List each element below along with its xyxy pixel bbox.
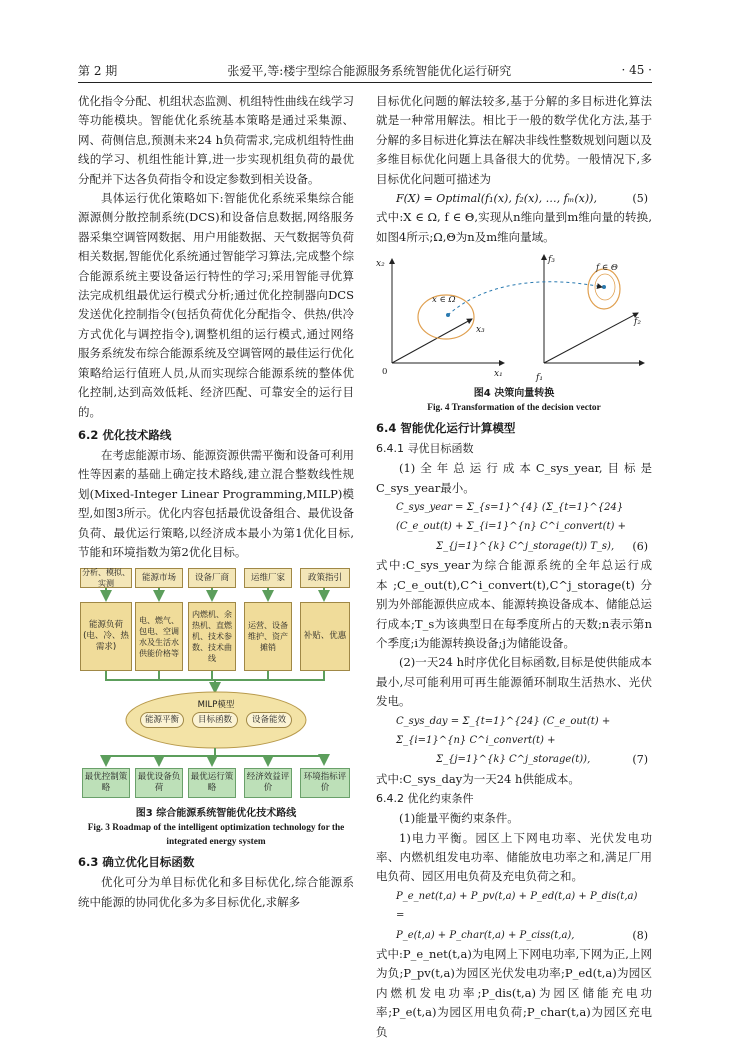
f3-label: f₃ bbox=[548, 255, 555, 266]
equation-6-line-2: Σ_{j=1}^{k} C^j_storage(t)) T_s), bbox=[436, 540, 615, 552]
section-heading-6-4-2: 6.4.2 优化约束条件 bbox=[376, 792, 474, 806]
mid-box-3: 内燃机、余热机、直燃机、技术参数、技术曲线 bbox=[188, 602, 236, 671]
mid-box-2: 电、燃气、包电、空调水及生活水供能价格等 bbox=[135, 602, 183, 671]
top-box-2: 能源市场 bbox=[135, 568, 183, 588]
bottom-arrows bbox=[106, 756, 268, 765]
equation-8 bbox=[376, 887, 652, 926]
equation-8-cont bbox=[376, 926, 652, 945]
bottom-connector bbox=[106, 756, 324, 764]
top-box-4: 运维厂家 bbox=[244, 568, 292, 588]
ellipse-item-1: 能源平衡 bbox=[140, 712, 184, 728]
running-header bbox=[78, 60, 652, 80]
equation-6-line-1: C_sys_year = Σ_{s=1}^{4} (Σ_{t=1}^{24} (C_e_out(t) + Σ_{i=1}^{n} C^i_convert(t) + bbox=[396, 502, 626, 533]
equation-6-cont bbox=[376, 537, 652, 556]
right-column bbox=[376, 92, 652, 1042]
right-paragraph-5: (2)一天24 h时序优化目标函数,目标是使供能成本最小,尽可能利用可再生能源循环制取生活热水、光伏发电。 bbox=[376, 655, 652, 709]
f2-label: f₂ bbox=[634, 317, 641, 328]
left-paragraph-3: 在考虑能源市场、能源资源供需平衡和设备可利用性等因素的基础上确定技术路线,建立混合整数线性规划(Mixed-Integer Linear Programming,MILP)模型,如图3所示。优化内容包括最优设备组合、最优设备负荷、最优运行策略,以经济成本最小为第1优化目标,节能和环境指数为第2优化目标。 bbox=[78, 447, 354, 559]
mid-box-1: 能源负荷(电、冷、热需求) bbox=[80, 602, 132, 671]
mid-box-5: 补贴、优惠 bbox=[300, 602, 350, 671]
figure-3-caption-cn: 图3 综合能源系统智能优化技术路线 bbox=[135, 808, 297, 820]
right-paragraph-1: 目标优化问题的解法较多,基于分解的多目标进化算法就是一种常用解法。相比于一般的数学优化方法,基于分解的多目标进化算法在解决非线性整数规划问题以及多维目标优化问题上具备很大的优势。一般情况下,多目标优化问题可描述为 bbox=[376, 94, 652, 186]
equation-8-line-2: P_e(t,a) + P_char(t,a) + P_ciss(t,a), bbox=[396, 929, 575, 941]
issue-number: 第 2 期 bbox=[78, 63, 118, 78]
top-arrows bbox=[106, 588, 324, 600]
mid-box-4: 运营、设备维护、资产摊销 bbox=[244, 602, 292, 671]
right-paragraph-6: 式中:C_sys_day为一天24 h供能成本。 bbox=[376, 771, 580, 786]
bottom-box-4: 经济效益评价 bbox=[244, 768, 292, 798]
figure-3-caption-en: Fig. 3 Roadmap of the intelligent optimization technology for the integrated energy system bbox=[87, 823, 345, 848]
left-paragraph-2: 具体运行优化策略如下:智能优化系统采集综合能源源侧分散控制系统(DCS)和设备信息数据,网络服务器采集空调管网数据、用户用能数据、天气数据等负荷相关数据,智能优化系统通过智能学习算法,完成整个综合能源系统主要设备运行特性的学习;采用智能寻优算法完成机组最优运行模式分析;通过优化控制器向DCS发送优化控制指令(包括负荷优化分配指令、供热/供冷方式优化与调控指令),调整机组的运行模式,通过网络服务系统发布综合能源系统及空调管网的最佳运行优化策略给运行值班人员,从而实现综合能源系统的整体优化控制,达到高效低耗、经济匹配、可靠安全的运行目的。 bbox=[78, 191, 354, 419]
left-column bbox=[78, 92, 354, 912]
equation-5 bbox=[376, 189, 652, 208]
top-box-1: 分析、模拟、实测 bbox=[82, 568, 130, 589]
equation-7-line-1: C_sys_day = Σ_{t=1}^{24} (C_e_out(t) + Σ_{i=1}^{n} C^i_convert(t) + bbox=[396, 715, 611, 746]
section-heading-6-3: 6.3 确立优化目标函数 bbox=[78, 855, 195, 870]
bottom-box-3: 最优运行策略 bbox=[188, 768, 236, 798]
origin-label: 0 bbox=[382, 367, 388, 378]
equation-5-number: (5) bbox=[632, 192, 648, 206]
left-paragraph-1: 优化指令分配、机组状态监测、机组特性曲线在线学习等功能模块。智能优化系统基本策略是通过采集源、网、荷侧信息,预测未来24 h负荷需求,完成机组特性曲线的学习、机组性能计算,进一步实现机组负荷的最优分配并下达各负荷指令和设定参数到相关设备。 bbox=[78, 94, 354, 186]
bottom-box-1: 最优控制策略 bbox=[82, 768, 130, 798]
x3-label: x₃ bbox=[476, 325, 485, 336]
equation-7 bbox=[376, 712, 652, 751]
equation-5-body: F(X) = Optimal(f₁(x), f₂(x), …, fₘ(x)), bbox=[396, 192, 597, 206]
x3-axis bbox=[392, 319, 472, 363]
right-paragraph-4: 式中:C_sys_year为综合能源系统的全年总运行成本;C_e_out(t),C^i_convert(t),C^j_storage(t)分别为外部能源供应成本、能源转换设备成本、储能总运行成本;T_s为该典型日在每季度所占的天数;n表示第n个季度;i为能源转换设备;j为储能设备。 bbox=[376, 558, 652, 650]
right-paragraph-7: (1)能量平衡约束条件。 bbox=[399, 811, 519, 826]
right-paragraph-2: 式中:X ∈ Ω, f ∈ Θ,实现从n维向量到m维向量的转换,如图4所示;Ω,Θ为n及m维向量域。 bbox=[376, 210, 652, 244]
figure-3-roadmap bbox=[78, 568, 354, 806]
f-theta-label: f ∈ Θ bbox=[596, 263, 618, 274]
equation-8-number: (8) bbox=[632, 928, 648, 942]
x-omega-label: x ∈ Ω bbox=[432, 295, 456, 306]
mapping-arrow bbox=[448, 282, 602, 315]
x1-label: x₁ bbox=[494, 369, 503, 380]
ellipse-item-2: 目标函数 bbox=[192, 712, 238, 728]
section-heading-6-2: 6.2 优化技术路线 bbox=[78, 427, 172, 442]
left-paragraph-4: 优化可分为单目标优化和多目标优化,综合能源系统中能源的协同优化多为多目标优化,求解多 bbox=[78, 875, 354, 909]
equation-7-cont bbox=[376, 750, 652, 769]
bottom-box-2: 最优设备负荷 bbox=[135, 768, 183, 798]
bottom-box-5: 环境指标评价 bbox=[300, 768, 350, 798]
section-heading-6-4-1: 6.4.1 寻优目标函数 bbox=[376, 442, 474, 456]
x2-label: x₂ bbox=[376, 259, 385, 270]
ellipse-item-3: 设备能效 bbox=[246, 712, 292, 728]
mid-connector bbox=[106, 671, 324, 680]
right-paragraph-9: 式中:P_e_net(t,a)为电网上下网电功率,下网为正,上网为负;P_pv(t,a)为园区光伏发电功率;P_ed(t,a)为园区内燃机发电功率;P_dis(t,a)为园区储能充电功率;P_e(t,a)为园区用电负荷;P_char(t,a)为园区充电负 bbox=[376, 947, 652, 1039]
page-number: · 45 · bbox=[621, 63, 652, 77]
f-point bbox=[602, 285, 606, 289]
figure-4-caption-cn: 图4 决策向量转换 bbox=[473, 388, 555, 400]
equation-6-number: (6) bbox=[632, 539, 648, 553]
figure-4-caption-en: Fig. 4 Transformation of the decision vector bbox=[427, 403, 601, 414]
section-heading-6-4: 6.4 智能优化运行计算模型 bbox=[376, 421, 516, 436]
equation-7-line-2: Σ_{j=1}^{k} C^j_storage(t)), bbox=[436, 754, 591, 766]
f2-axis bbox=[544, 313, 638, 363]
top-box-5: 政策指引 bbox=[300, 568, 350, 588]
equation-6 bbox=[376, 498, 652, 537]
figure-4-vector-transform bbox=[376, 251, 652, 386]
right-paragraph-3: (1)全年总运行成本C_sys_year,目标是C_sys_year最小。 bbox=[376, 461, 652, 495]
top-box-3: 设备厂商 bbox=[188, 568, 236, 588]
header-rule bbox=[78, 82, 652, 83]
equation-8-line-1: P_e_net(t,a) + P_pv(t,a) + P_ed(t,a) + P_dis(t,a) = bbox=[396, 890, 638, 922]
f1-label: f₁ bbox=[536, 373, 543, 384]
milp-title: MILP模型 bbox=[197, 700, 235, 711]
running-title: 张爱平,等:楼宇型综合能源服务系统智能优化运行研究 bbox=[227, 63, 512, 78]
right-paragraph-8: 1)电力平衡。园区上下网电功率、光伏发电功率、内燃机组发电功率、储能放电功率之和,满足厂用电负荷、园区用电负荷及充电负荷之和。 bbox=[376, 830, 652, 884]
equation-7-number: (7) bbox=[632, 753, 648, 767]
